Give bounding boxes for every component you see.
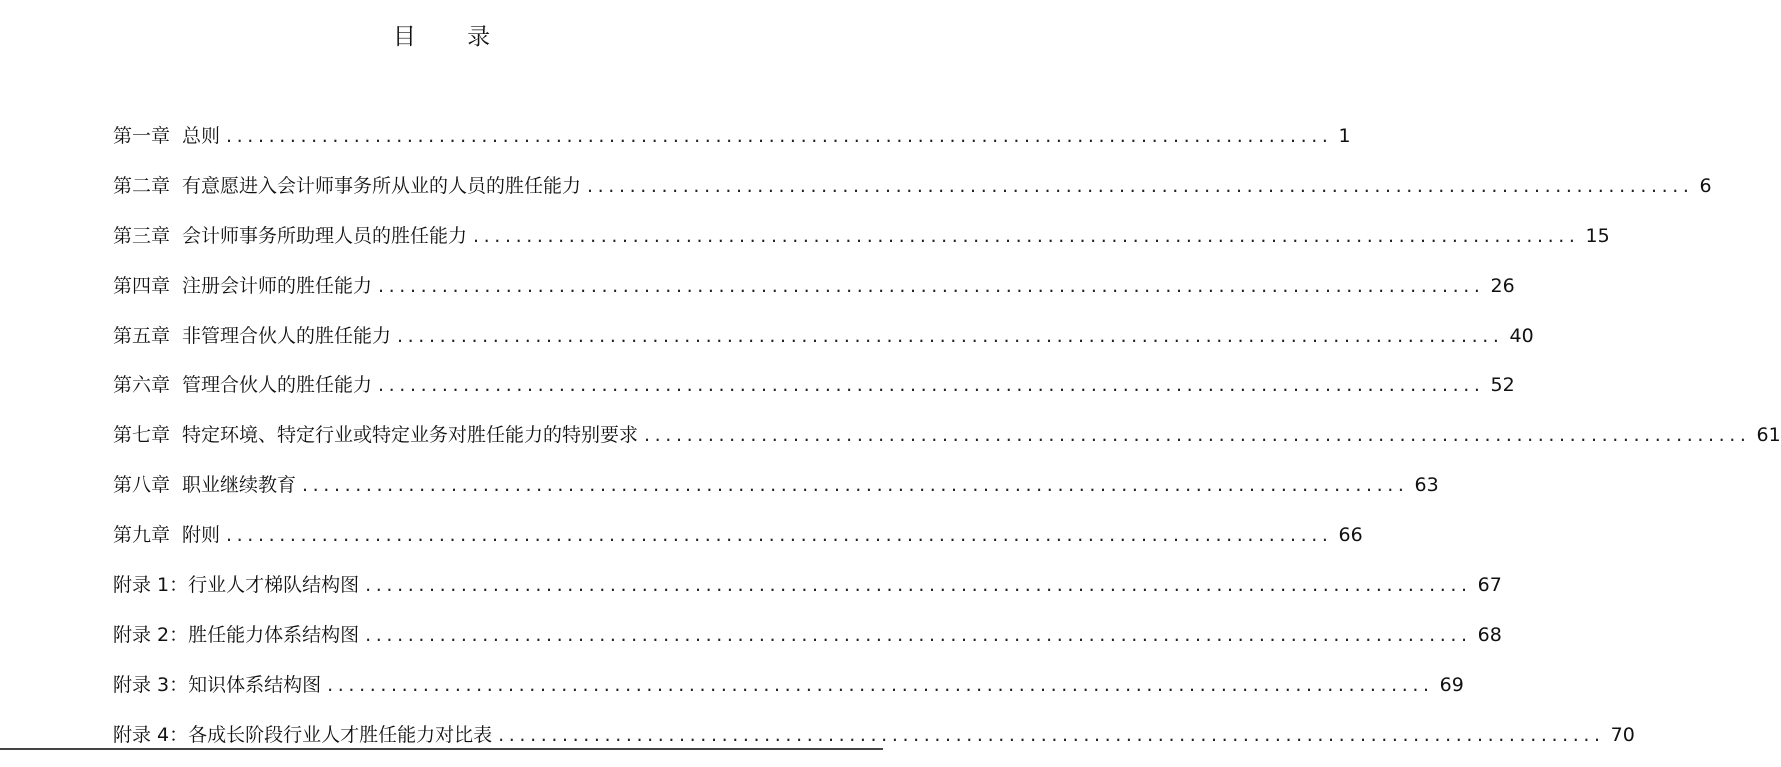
toc-page-number: 69 (1439, 673, 1464, 696)
dot-leader: ........................................................................................................ (397, 324, 1504, 347)
toc-entry-label: 第一章 (113, 125, 171, 147)
toc-page-number: 67 (1477, 574, 1502, 597)
toc-entry-text (113, 567, 359, 603)
toc-page-number: 70 (1610, 723, 1635, 746)
toc-entry-chapter-8[interactable] (113, 467, 1439, 517)
dot-leader: ........................................................................................................ (644, 424, 1751, 447)
table-of-contents (113, 118, 1781, 767)
toc-entry-text (113, 118, 220, 154)
toc-page-number: 15 (1585, 224, 1610, 247)
toc-entry-chapter-1[interactable] (113, 118, 1351, 168)
toc-entry-label: 第二章 (113, 174, 171, 197)
toc-entry-chapter-5[interactable] (113, 318, 1534, 368)
toc-entry-appendix-4[interactable] (113, 717, 1635, 767)
toc-entry-text (113, 268, 372, 304)
dot-leader: ........................................................................................................ (302, 474, 1409, 497)
toc-entry-label: 第七章 (113, 424, 171, 447)
toc-entry-title: 会计师事务所助理人员的胜任能力 (182, 224, 468, 247)
toc-entry-title: 非管理合伙人的胜任能力 (182, 324, 392, 347)
dot-leader: ........................................................................................................ (587, 174, 1694, 197)
toc-entry-title: 管理合伙人的胜任能力 (182, 374, 373, 397)
toc-page-number: 1 (1338, 125, 1351, 147)
toc-entry-text (113, 318, 391, 354)
toc-entry-label: 第六章 (113, 374, 171, 397)
toc-entry-appendix-2[interactable] (113, 617, 1502, 667)
toc-page-number: 40 (1509, 324, 1534, 347)
toc-entry-text (113, 617, 359, 653)
page-bottom-divider (0, 748, 883, 750)
toc-entry-label: 第三章 (113, 224, 171, 247)
toc-page-number: 68 (1477, 623, 1502, 646)
toc-entry-appendix-3[interactable] (113, 667, 1464, 717)
dot-leader: ........................................................................................................ (498, 723, 1605, 746)
dot-leader: ........................................................................................................ (226, 524, 1333, 547)
dot-leader: ........................................................................................................ (473, 224, 1580, 247)
toc-entry-title: 总则 (182, 125, 221, 147)
dot-leader: ........................................................................................................ (378, 274, 1485, 297)
toc-entry-chapter-9[interactable] (113, 517, 1363, 567)
toc-entry-text (113, 517, 220, 553)
toc-entry-label: 第八章 (113, 474, 171, 497)
dot-leader: ........................................................................................................ (226, 125, 1333, 147)
toc-entry-title: 行业人才梯队结构图 (188, 574, 360, 597)
toc-entry-label: 附录 2： (113, 623, 189, 646)
toc-entry-chapter-4[interactable] (113, 268, 1515, 318)
toc-page-number: 63 (1414, 474, 1439, 497)
toc-page-number: 66 (1338, 524, 1363, 547)
toc-entry-label: 第五章 (113, 324, 171, 347)
toc-entry-label: 附录 1： (113, 574, 189, 597)
toc-entry-text (113, 168, 581, 204)
dot-leader: ........................................................................................................ (378, 374, 1485, 397)
toc-entry-title: 各成长阶段行业人才胜任能力对比表 (188, 723, 493, 746)
toc-entry-title: 注册会计师的胜任能力 (182, 274, 373, 297)
toc-entry-text (113, 467, 296, 503)
toc-entry-label: 附录 4： (113, 723, 189, 746)
toc-entry-title: 知识体系结构图 (188, 673, 322, 696)
toc-entry-title: 附则 (182, 524, 221, 547)
toc-entry-label: 第四章 (113, 274, 171, 297)
dot-leader: ........................................................................................................ (365, 574, 1472, 597)
toc-entry-appendix-1[interactable] (113, 567, 1502, 617)
toc-page-number: 6 (1699, 174, 1712, 197)
dot-leader: ........................................................................................................ (365, 623, 1472, 646)
toc-entry-chapter-2[interactable] (113, 168, 1712, 218)
toc-entry-text (113, 667, 321, 703)
toc-entry-label: 第九章 (113, 524, 171, 547)
toc-entry-title: 特定环境、特定行业或特定业务对胜任能力的特别要求 (182, 424, 639, 447)
toc-entry-chapter-7[interactable] (113, 417, 1781, 467)
toc-entry-text (113, 417, 638, 453)
toc-entry-label: 附录 3： (113, 673, 189, 696)
toc-entry-title: 有意愿进入会计师事务所从业的人员的胜任能力 (182, 174, 582, 197)
dot-leader: ........................................................................................................ (327, 673, 1434, 696)
toc-entry-title: 职业继续教育 (182, 474, 297, 497)
toc-page-number: 26 (1490, 274, 1515, 297)
toc-entry-text (113, 218, 467, 254)
toc-page-number: 52 (1490, 374, 1515, 397)
toc-entry-chapter-3[interactable] (113, 218, 1610, 268)
toc-page-number: 61 (1756, 424, 1781, 447)
toc-entry-chapter-6[interactable] (113, 367, 1515, 417)
toc-entry-title: 胜任能力体系结构图 (188, 623, 360, 646)
page-title: 目 录 (392, 24, 513, 50)
toc-entry-text (113, 367, 372, 403)
